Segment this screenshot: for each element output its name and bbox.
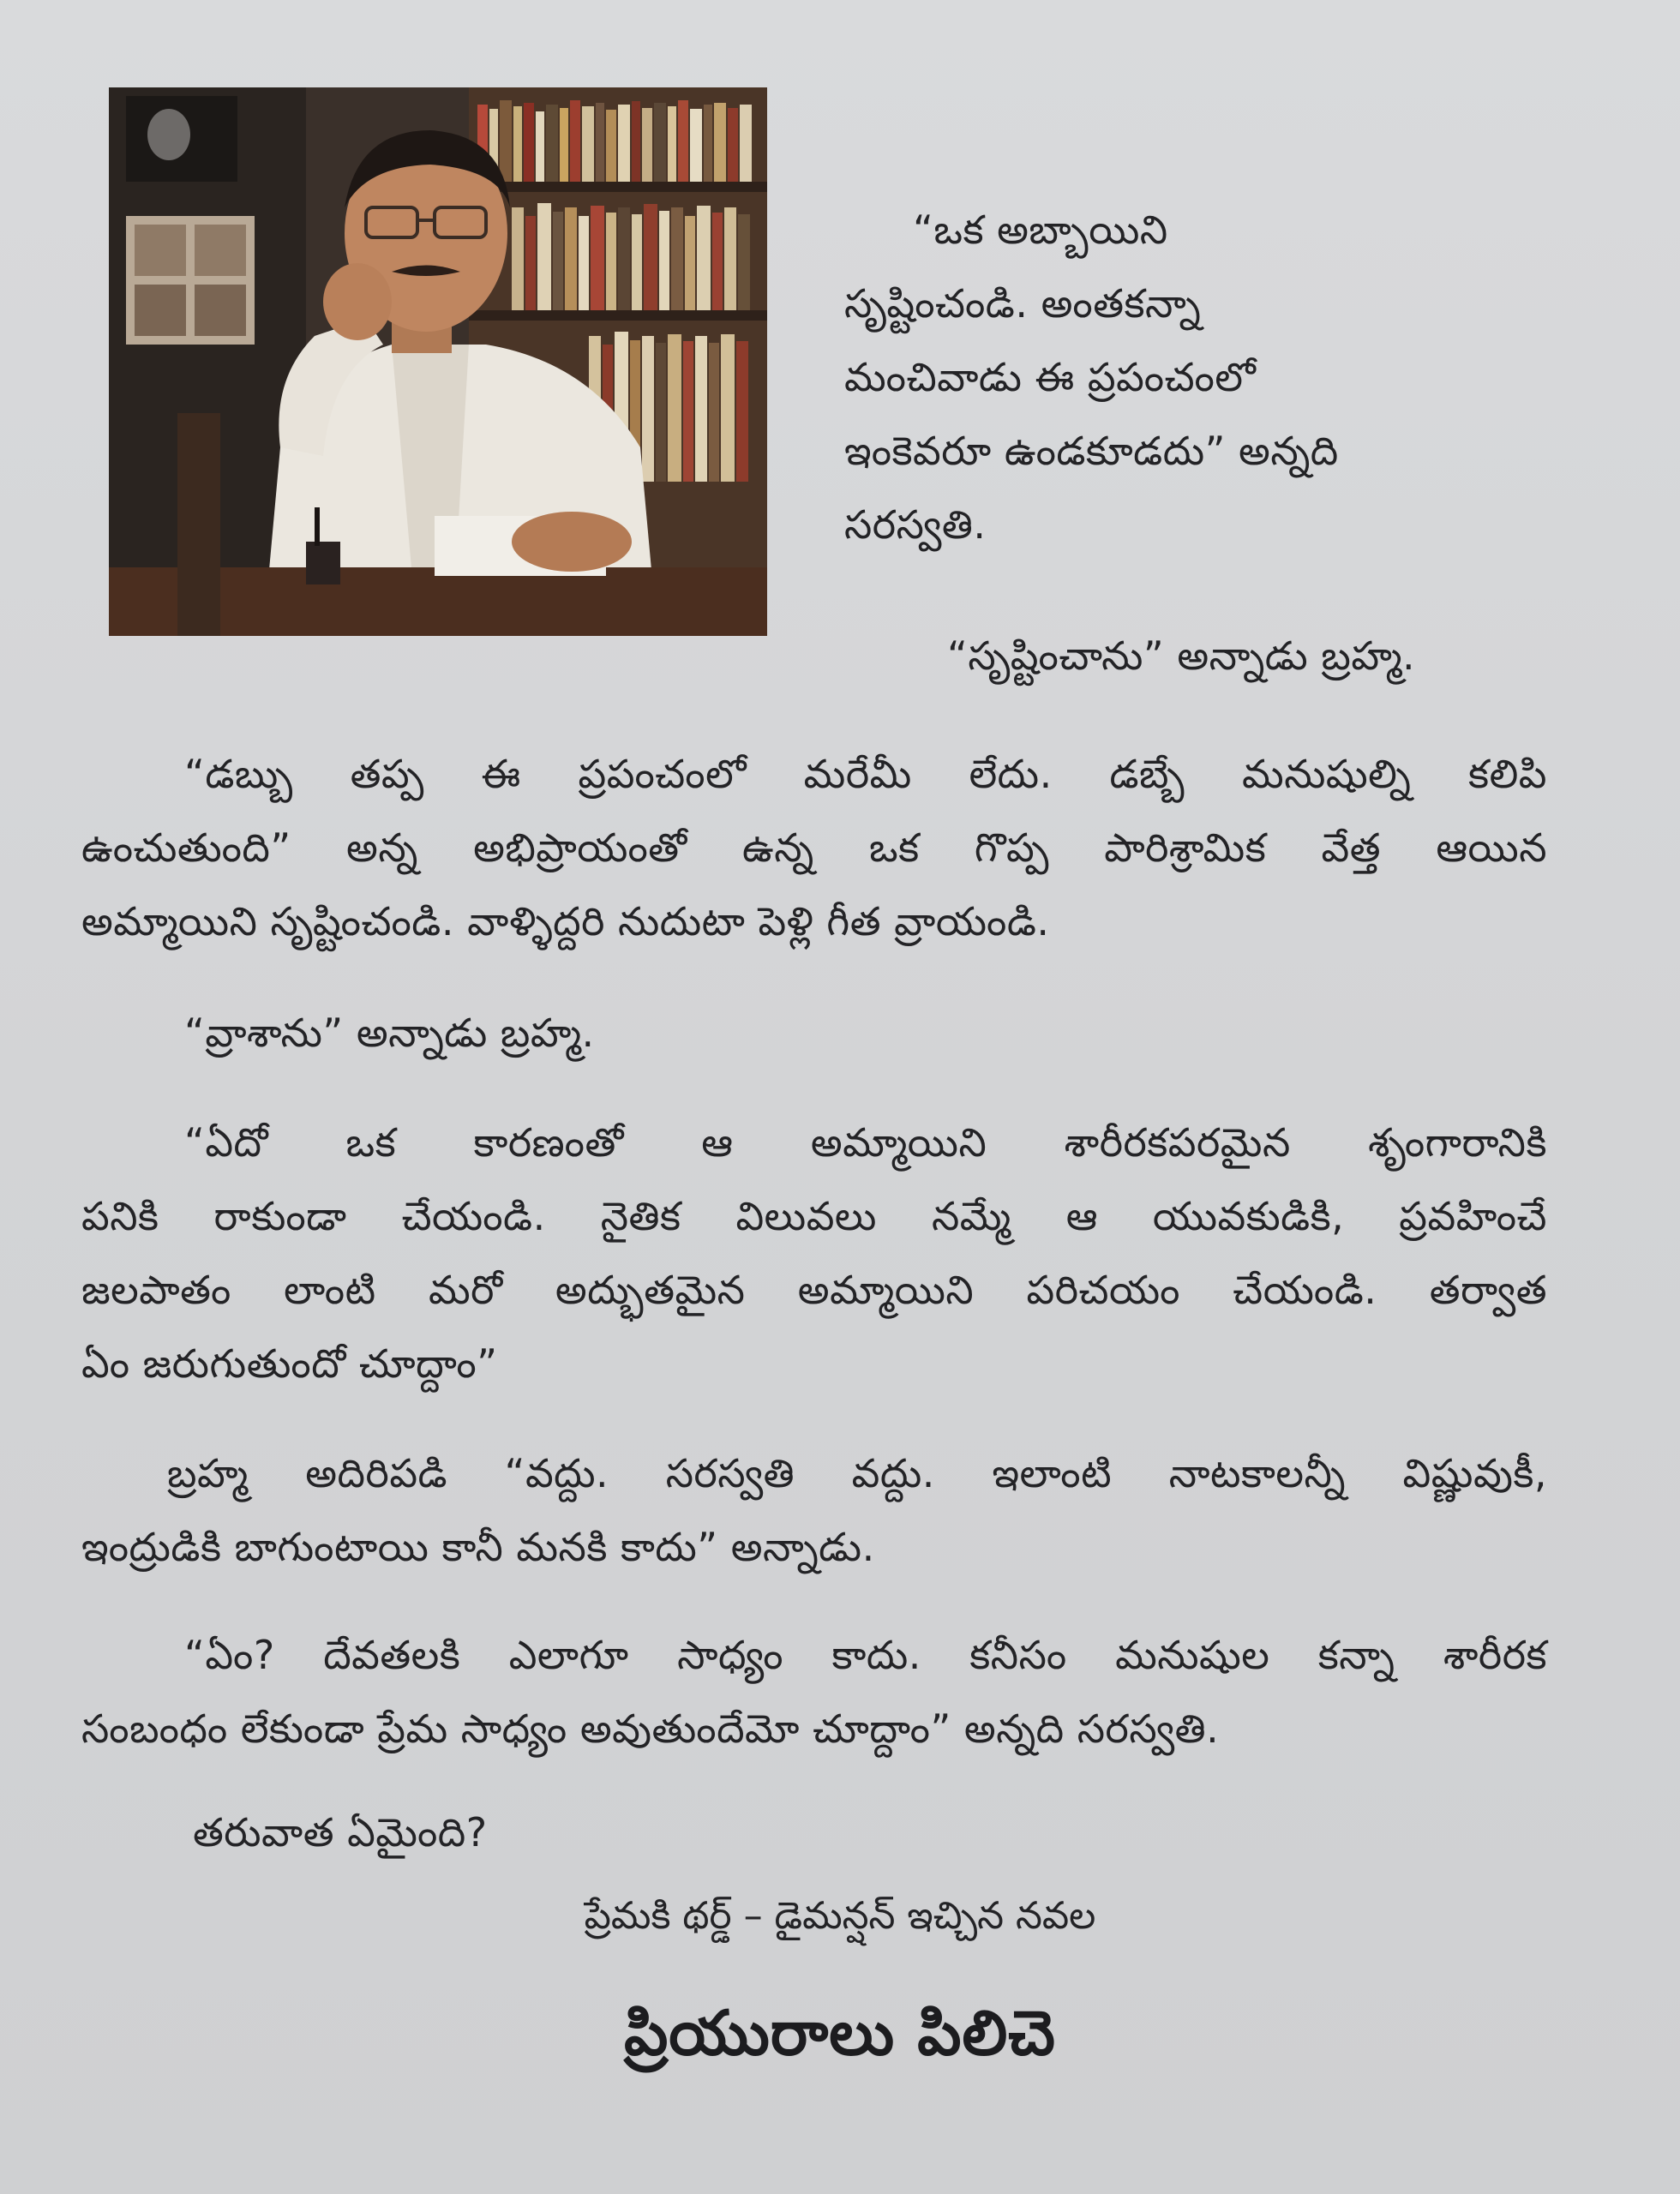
book-tagline: ప్రేమకి థర్డ్ – డైమన్షన్ ఇచ్చిన నవల [584, 1894, 1096, 1938]
paragraph-5-line-2: సంబంధం లేకుండా ప్రేమ సాధ్యం అవుతుందేమో చూద్దాం” అన్నది సరస్వతి. [81, 1705, 1220, 1752]
paragraph-3-line-3: జలపాతం లాంటి మరో అద్భుతమైన అమ్మాయిని పరిచయం చేయండి. తర్వాత [81, 1267, 1547, 1313]
paragraph-4-line-2: ఇంద్రుడికి బాగుంటాయి కానీ మనకి కాదు” అన్నాడు. [81, 1524, 875, 1570]
side-paragraph-line-1: “ఒక అబ్బాయిని [913, 207, 1168, 253]
paragraph-4-line-1: బ్రహ్మ అదిరిపడి “వద్దు. సరస్వతి వద్దు. ఇలాంటి నాటకాలన్నీ విష్ణువుకీ, [167, 1450, 1547, 1496]
question-line: తరువాత ఏమైంది? [193, 1809, 488, 1855]
paragraph-3-line-1: “ఏదో ఒక కారణంతో ఆ అమ్మాయిని శారీరకపరమైన శృంగారానికి [184, 1119, 1547, 1166]
paragraph-2-line-3: అమ్మాయిని సృష్టించండి. వాళ్ళిద్దరి నుదుటా పెళ్లి గీత వ్రాయండి. [81, 898, 1050, 944]
paragraph-5-line-1: “ఏం? దేవతలకి ఎలాగూ సాధ్యం కాదు. కనీసం మనుషుల కన్నా శారీరక [184, 1632, 1547, 1678]
side-paragraph-line-5: సరస్వతి. [844, 501, 987, 548]
side-paragraph-line-4: ఇంకెవరూ ఉండకూడదు” అన్నది [844, 428, 1339, 474]
author-portrait-photo [109, 87, 767, 636]
paragraph-2-line-2: ఉంచుతుంది” అన్న అభిప్రాయంతో ఉన్న ఒక గొప్ప పారిశ్రామిక వేత్త ఆయిన [81, 824, 1547, 871]
paragraph-3-line-2: పనికి రాకుండా చేయండి. నైతిక విలువలు నమ్మే ఆ యువకుడికి, ప్రవహించే [81, 1193, 1547, 1239]
brahma-reply-2: “వ్రాశాను” అన్నాడు బ్రహ్మ. [184, 1010, 595, 1056]
side-paragraph-line-3: మంచివాడు ఈ ప్రపంచంలో [844, 354, 1257, 400]
book-title: ప్రియురాలు పిలిచె [624, 1997, 1056, 2069]
paragraph-2-line-1: “డబ్బు తప్ప ఈ ప్రపంచంలో మరేమీ లేదు. డబ్బే మనుషుల్ని కలిపి [184, 751, 1547, 797]
author-portrait-image [109, 87, 767, 636]
paragraph-3-line-4: ఏం జరుగుతుందో చూద్దాం” [81, 1340, 498, 1387]
side-paragraph-line-2: సృష్టించండి. అంతకన్నా [844, 280, 1202, 327]
brahma-reply-1: “సృష్టించాను” అన్నాడు బ్రహ్మ. [947, 632, 1416, 679]
